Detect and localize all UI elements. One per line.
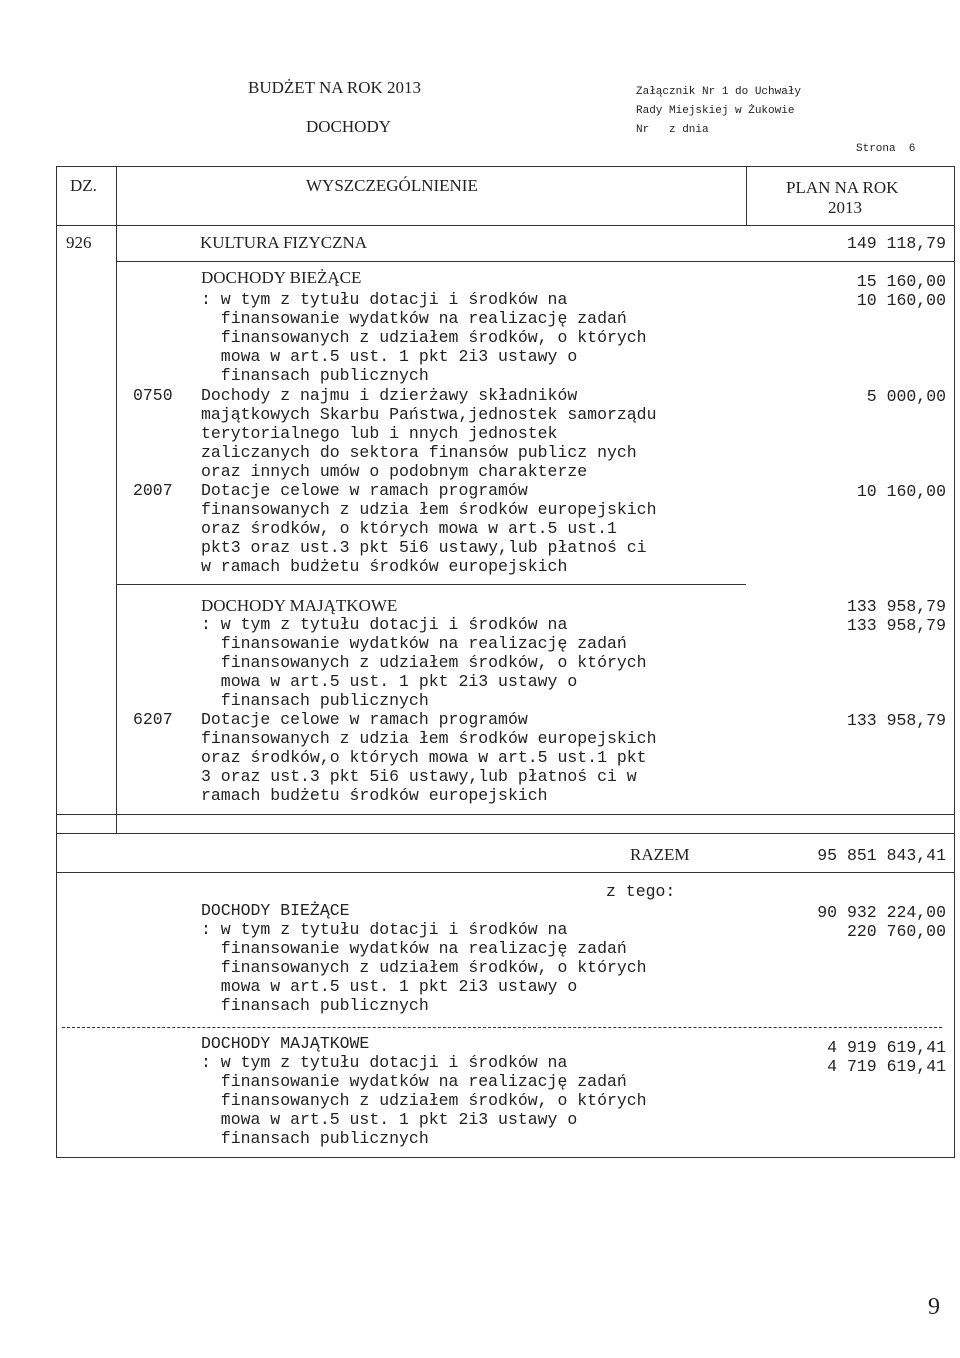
majatkowe-sub-line: : w tym z tytułu dotacji i środków na bbox=[201, 615, 568, 634]
header-bottom-border bbox=[56, 225, 954, 226]
summary-biezace-line: finansowanie wydatków na realizację zadań bbox=[201, 939, 627, 958]
item-line: oraz środków, o których mowa w art.5 ust.1 bbox=[201, 519, 617, 538]
item-line: Dochody z najmu i dzierżawy składników bbox=[201, 386, 578, 405]
summary-bottom-border bbox=[56, 1157, 954, 1158]
majatkowe-title: DOCHODY MAJĄTKOWE bbox=[201, 596, 398, 615]
biezace-sub-line: : w tym z tytułu dotacji i środków na bbox=[201, 290, 568, 309]
razem-bottom-border bbox=[56, 872, 954, 873]
item-line: oraz innych umów o podobnym charakterze bbox=[201, 462, 588, 481]
majatkowe-block-border bbox=[56, 814, 954, 815]
item-amount: 10 160,00 bbox=[856, 482, 946, 501]
annex-line-3: Nr z dnia bbox=[636, 124, 709, 136]
annex-line-2: Rady Miejskiej w Żukowie bbox=[636, 105, 795, 117]
summary-left-border bbox=[56, 833, 57, 1158]
section-dz: 926 bbox=[66, 233, 92, 252]
biezace-block-border bbox=[116, 584, 746, 585]
document-subtitle: DOCHODY bbox=[306, 117, 391, 136]
item-line: 3 oraz ust.3 pkt 5i6 ustawy,lub płatnoś ci w bbox=[201, 767, 637, 786]
biezace-sub-line: finansowanie wydatków na realizację zadań bbox=[201, 309, 627, 328]
item-line: Dotacje celowe w ramach programów bbox=[201, 710, 528, 729]
summary-biezace-line: finansowanych z udziałem środków, o których bbox=[201, 958, 647, 977]
table-right-border bbox=[954, 166, 955, 1158]
item-line: ramach budżetu środków europejskich bbox=[201, 786, 548, 805]
summary-dashed-divider bbox=[62, 1027, 942, 1028]
summary-majatkowe-line: finansowanych z udziałem środków, o których bbox=[201, 1091, 647, 1110]
col-header-dz: DZ. bbox=[70, 176, 97, 195]
summary-biezace-title: DOCHODY BIEŻĄCE bbox=[201, 901, 350, 920]
biezace-sub-amount: 10 160,00 bbox=[856, 291, 946, 310]
biezace-amount: 15 160,00 bbox=[856, 272, 946, 291]
majatkowe-sub-line: finansach publicznych bbox=[201, 691, 429, 710]
col-divider-plan-header bbox=[746, 166, 747, 226]
majatkowe-sub-line: mowa w art.5 ust. 1 pkt 2i3 ustawy o bbox=[201, 672, 578, 691]
table-left-border bbox=[56, 166, 57, 834]
majatkowe-amount: 133 958,79 bbox=[846, 597, 946, 616]
item-code: 2007 bbox=[133, 481, 173, 500]
majatkowe-sub-amount: 133 958,79 bbox=[846, 616, 946, 635]
item-line: Dotacje celowe w ramach programów bbox=[201, 481, 528, 500]
z-tego-label: z tego: bbox=[606, 882, 676, 901]
biezace-sub-line: mowa w art.5 ust. 1 pkt 2i3 ustawy o bbox=[201, 347, 578, 366]
item-line: majątkowych Skarbu Państwa,jednostek samorządu bbox=[201, 405, 657, 424]
summary-majatkowe-title: DOCHODY MAJĄTKOWE bbox=[201, 1034, 370, 1053]
summary-majatkowe-line: finansowanie wydatków na realizację zadań bbox=[201, 1072, 627, 1091]
page-label: Strona 6 bbox=[856, 143, 916, 155]
summary-majatkowe-sub-amount: 4 719 619,41 bbox=[827, 1057, 946, 1076]
col-header-plan-1: PLAN NA ROK bbox=[786, 178, 899, 197]
annex-line-1: Załącznik Nr 1 do Uchwały bbox=[636, 86, 802, 98]
summary-majatkowe-amount: 4 919 619,41 bbox=[827, 1038, 946, 1057]
summary-majatkowe-line: finansach publicznych bbox=[201, 1129, 429, 1148]
razem-top-border bbox=[56, 833, 954, 834]
majatkowe-sub-line: finansowanie wydatków na realizację zadań bbox=[201, 634, 627, 653]
item-line: finansowanych z udzia łem środków europejskich bbox=[201, 500, 657, 519]
item-line: zaliczanych do sektora finansów publicz nych bbox=[201, 443, 637, 462]
item-amount: 133 958,79 bbox=[846, 711, 946, 730]
biezace-sub-line: finansowanych z udziałem środków, o których bbox=[201, 328, 647, 347]
item-code: 0750 bbox=[133, 386, 173, 405]
item-line: terytorialnego lub i nnych jednostek bbox=[201, 424, 558, 443]
summary-majatkowe-line: : w tym z tytułu dotacji i środków na bbox=[201, 1053, 568, 1072]
item-line: w ramach budżetu środków europejskich bbox=[201, 557, 568, 576]
item-line: finansowanych z udzia łem środków europejskich bbox=[201, 729, 657, 748]
razem-amount: 95 851 843,41 bbox=[817, 846, 946, 865]
table-top-border bbox=[56, 166, 954, 167]
document-title: BUDŻET NA ROK 2013 bbox=[248, 78, 421, 97]
majatkowe-sub-line: finansowanych z udziałem środków, o których bbox=[201, 653, 647, 672]
page-number: 9 bbox=[928, 1294, 940, 1320]
col-header-plan-2: 2013 bbox=[828, 198, 862, 217]
razem-label: RAZEM bbox=[630, 845, 690, 864]
summary-biezace-line: : w tym z tytułu dotacji i środków na bbox=[201, 920, 568, 939]
col-divider-dz bbox=[116, 166, 117, 834]
item-amount: 5 000,00 bbox=[866, 387, 946, 406]
item-code: 6207 bbox=[133, 710, 173, 729]
section-row-border bbox=[116, 261, 954, 262]
summary-biezace-line: mowa w art.5 ust. 1 pkt 2i3 ustawy o bbox=[201, 977, 578, 996]
biezace-sub-line: finansach publicznych bbox=[201, 366, 429, 385]
col-header-desc: WYSZCZEGÓLNIENIE bbox=[306, 176, 478, 195]
section-name: KULTURA FIZYCZNA bbox=[200, 233, 368, 252]
item-line: pkt3 oraz ust.3 pkt 5i6 ustawy,lub płatnoś ci bbox=[201, 538, 647, 557]
biezace-title: DOCHODY BIEŻĄCE bbox=[201, 268, 362, 287]
section-amount: 149 118,79 bbox=[846, 234, 946, 253]
summary-biezace-line: finansach publicznych bbox=[201, 996, 429, 1015]
item-line: oraz środków,o których mowa w art.5 ust.1 pkt bbox=[201, 748, 647, 767]
summary-biezace-sub-amount: 220 760,00 bbox=[846, 922, 946, 941]
summary-majatkowe-line: mowa w art.5 ust. 1 pkt 2i3 ustawy o bbox=[201, 1110, 578, 1129]
summary-biezace-amount: 90 932 224,00 bbox=[817, 903, 946, 922]
